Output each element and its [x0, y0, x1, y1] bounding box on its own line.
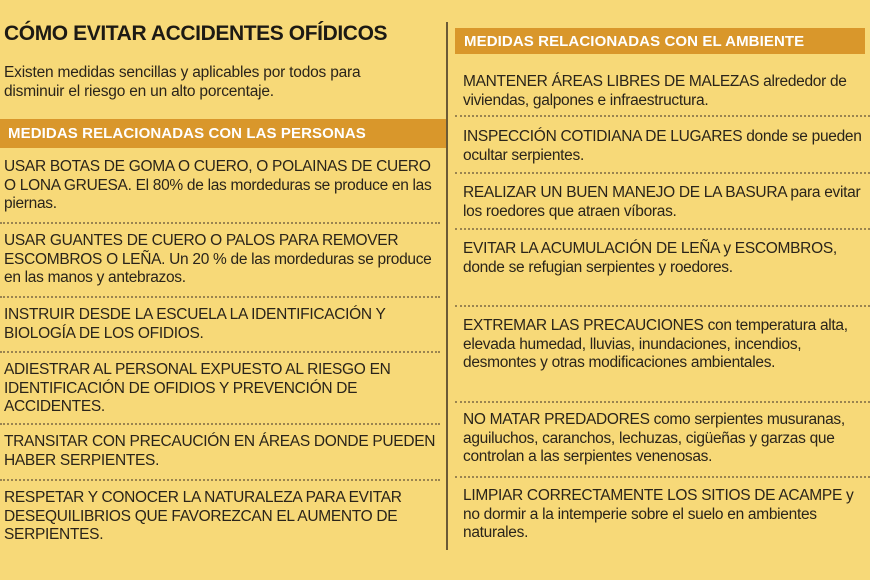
item-text: como serpientes musuranas, aguiluchos, caranchos, lechuzas, cigüeñas y garzas que controlan a las serpientes venenosas.: [463, 411, 845, 465]
item-caps: ESCOMBROS: [734, 240, 833, 257]
section-heading-ambiente: MEDIDAS RELACIONADAS CON EL AMBIENTE: [455, 28, 865, 54]
item-divider: [455, 476, 870, 478]
list-item-personas: [4, 361, 438, 417]
page-title: CÓMO EVITAR ACCIDENTES OFÍDICOS: [4, 22, 388, 45]
item-caps: NO MATAR PREDADORES: [463, 411, 650, 428]
item-divider: [455, 115, 870, 117]
item-divider: [0, 479, 440, 481]
item-text: con temperatura alta, elevada humedad, lluvias, inundaciones, incendios, desmontes y otras modificaciones ambientales.: [463, 317, 848, 371]
intro-text: Existen medidas sencillas y aplicables por todos para disminuir el riesgo en un alto porcentaje.: [4, 64, 361, 100]
item-caps: USAR BOTAS DE GOMA O CUERO, O POLAINAS DE CUERO O LONA GRUESA.: [4, 158, 431, 194]
list-item-personas: [4, 158, 438, 214]
column-divider: [446, 22, 448, 550]
item-caps: INSTRUIR DESDE LA ESCUELA LA IDENTIFICACIÓN Y BIOLOGÍA DE LOS OFIDIOS.: [4, 306, 386, 342]
list-item-ambiente: [463, 184, 870, 221]
item-divider: [0, 222, 440, 224]
list-item-ambiente: [463, 128, 870, 165]
item-text: donde se pueden ocultar serpientes.: [463, 128, 862, 164]
list-item-ambiente: [463, 487, 870, 543]
list-item-ambiente: [463, 411, 870, 467]
item-text: , donde se refugian serpientes y roedores.: [463, 240, 837, 276]
item-caps: REALIZAR UN BUEN MANEJO DE LA BASURA: [463, 184, 787, 201]
item-text: El 80% de las mordeduras se produce en las piernas.: [4, 176, 432, 212]
item-divider: [455, 401, 870, 403]
item-text: Un 20 % de las mordeduras se produce en las manos y antebrazos.: [4, 250, 432, 286]
item-caps: RESPETAR Y CONOCER LA NATURALEZA PARA EVITAR DESEQUILIBRIOS QUE FAVOREZCAN EL AUMENTO DE SERPIENTES.: [4, 489, 402, 543]
list-item-personas: [4, 306, 438, 343]
item-caps: EVITAR LA ACUMULACIÓN DE LEÑA: [463, 240, 720, 257]
item-divider: [0, 296, 440, 298]
list-item-personas: [4, 232, 438, 288]
item-divider: [455, 228, 870, 230]
item-text: para evitar los roedores que atraen víboras.: [463, 184, 861, 220]
item-caps: INSPECCIÓN COTIDIANA DE LUGARES: [463, 128, 743, 145]
item-caps: TRANSITAR CON PRECAUCIÓN EN ÁREAS DONDE PUEDEN HABER SERPIENTES.: [4, 433, 436, 469]
item-caps: EXTREMAR LAS PRECAUCIONES: [463, 317, 704, 334]
list-item-ambiente: [463, 240, 870, 277]
section-heading-personas: MEDIDAS RELACIONADAS CON LAS PERSONAS: [0, 119, 446, 148]
item-divider: [455, 305, 870, 307]
item-caps: ADIESTRAR AL PERSONAL EXPUESTO AL RIESGO EN IDENTIFICACIÓN DE OFIDIOS Y PREVENCIÓN DE ACCIDENTES.: [4, 361, 391, 415]
list-item-ambiente: [463, 317, 870, 373]
item-divider: [0, 351, 440, 353]
item-text: y: [719, 240, 735, 257]
item-caps: LIMPIAR CORRECTAMENTE LOS SITIOS DE ACAMPE: [463, 487, 842, 504]
item-text: alrededor de viviendas, galpones e infraestructura.: [463, 73, 847, 109]
list-item-personas: [4, 433, 438, 470]
list-item-ambiente: [463, 73, 870, 110]
item-divider: [455, 172, 870, 174]
item-text: y no dormir a la intemperie sobre el suelo en ambientes naturales.: [463, 487, 854, 541]
item-caps: USAR GUANTES DE CUERO O PALOS PARA REMOVER ESCOMBROS O LEÑA.: [4, 232, 399, 268]
item-divider: [0, 423, 440, 425]
item-caps: MANTENER ÁREAS LIBRES DE MALEZAS: [463, 73, 760, 90]
list-item-personas: [4, 489, 438, 545]
